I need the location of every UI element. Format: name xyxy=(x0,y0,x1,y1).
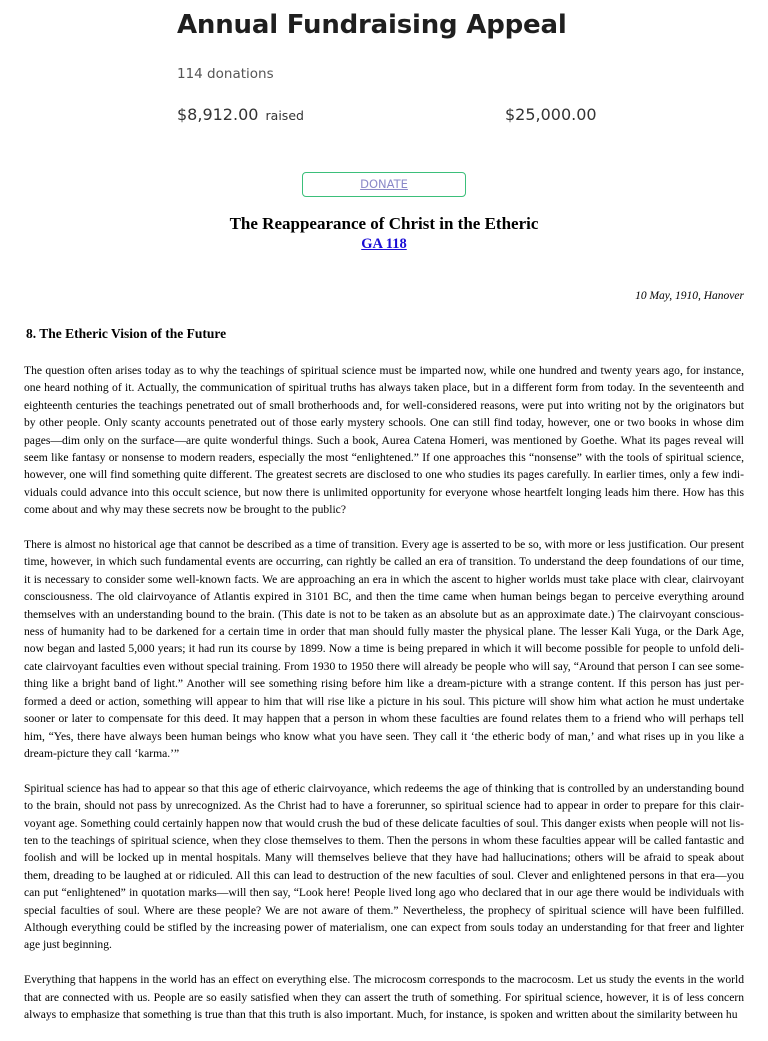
raised-label: raised xyxy=(265,108,304,123)
section-heading: 8. The Etheric Vision of the Future xyxy=(26,326,227,341)
dateline: 10 May, 1910, Hanover xyxy=(635,290,744,302)
ga-reference xyxy=(0,236,768,253)
donation-count: 114 donations xyxy=(177,66,274,82)
paragraph: Everything that happens in the world has an effect on everything else. The microcosm corresponds to the macrocosm. Let us study the events in the world that are connected with us. People are so easily satisfied when they can assert the truth of something. For spiritual science, however, it is of less concern always to emphasize that something is true than that this truth is also important. Much, for instance, is spoken and written about the similarity between hu xyxy=(24,973,744,1021)
donate-button[interactable]: DONATE xyxy=(302,172,466,197)
lecture-title: The Reappearance of Christ in the Etheric xyxy=(229,214,539,233)
paragraph: There is almost no historical age that cannot be described as a time of transition. Every age is asserted to be so, with more or less justification. Our present time, however, in which such fundamental events are occurring, can rightly be called an era of transition. To understand the deep foundations of our time, it is necessary to consider some well-known facts. We are approaching an era in which the ascent to higher worlds must take place with clear, clairvoyant consciousness. The old clairvoyance of Atlantis expired in 3101 BC, and then the time came when human beings began to perceive everything around themselves with an understanding bound to the brain. (This date is not to be taken as an absolute but as an approximate date.) The clairvoyant consciousness of humanity had to be darkened for a certain time in order that man should fully master the physical plane. The lesser Kali Yuga, or the Dark Age, now began and lasted 5,000 years; it had run its course by 1899. Now a time is being prepared in which it will become possible for people to unfold delicate clairvoyant faculties even without special training. From 1930 to 1950 there will already be people who will say, “Around that person I can see something like a bright band of light.” Another will see something rising before him like a dream-picture with a strange content. If this person has just performed a deed or action, something will appear to him that will rise like a picture in his soul. This picture will show him what action he must undertake sooner or later to compensate for this deed. It may happen that a person in whom these faculties are found relates them to a friend who will perhaps tell him, “Yes, there have always been human beings who know what you have seen. They call it ‘the etheric body of man,’ and what rises up in you like a dream-picture they call ‘karma.’” xyxy=(24,538,744,760)
raised-total xyxy=(177,105,304,124)
paragraph: The question often arises today as to why the teachings of spiritual science must be imparted now, while one hundred and twenty years ago, for instance, one heard nothing of it. Actually, the communication of spiritual truths has always taken place, but in a different form from today. In the seventeenth and eighteenth centuries the teachings penetrated out of small brotherhoods and, for well-considered reasons, were put into writing not by the originators but by other people. Only scanty accounts penetrated out of those early mystery schools. One can still find today, however, one or two books in whose dim pages—dim only on the surface—are quite wonderful things. Such a book, Aurea Catena Homeri, was mentioned by Goethe. What its pages reveal will seem like fantasy or nonsense to modern readers, especially the most “enlightened.” If one approaches this “nonsense” with the tools of spiritual science, however, one will find something quite different. The greatest secrets are disclosed to one who studies its pages carefully. In earlier times, only a few individuals could advance into this occult science, but now there is unlimited opportunity for everyone whose heartfelt longing leads him there. How has this come about and why may these secrets now be brought to the public? xyxy=(24,364,744,517)
raised-amount: $8,912.00 xyxy=(177,105,259,124)
ga-link[interactable]: GA 118 xyxy=(361,236,407,252)
paragraph: Spiritual science has had to appear so that this age of etheric clairvoyance, which redeems the age of thinking that is controlled by an understanding bound to the brain, should not pass by unrecognized. As the Christ had to have a forerunner, so spiritual science had to appear in order to prepare for this clairvoyant age. Something could certainly happen now that would crush the bud of these delicate faculties of soul. This danger exists when people will not listen to the teachings of spiritual science, when they close themselves to them. Then the persons in whom these faculties appear will be called fantastic and foolish and will be locked up in mental hospitals. Many will themselves believe that they have had hallucinations; others will be afraid to speak about them, dreading to be laughed at or ridiculed. All this can lead to destruction of the new faculties of soul. Clever and enlightened persons in that era—you can put “enlightened” in quotation marks—will then say, “Look here! People lived long ago who declared that in our age there would be individuals with special faculties of soul. Where are these people? We are not aware of them.” Nevertheless, the prophecy of spiritual science will have been fulfilled. Although everything could be stifled by the increasing power of materialism, one can expect from souls today an understanding for that freer and lighter age just beginning. xyxy=(24,781,744,952)
lecture-body xyxy=(24,362,744,1041)
appeal-title: Annual Fundraising Appeal xyxy=(177,10,567,40)
goal-amount: $25,000.00 xyxy=(505,105,597,124)
